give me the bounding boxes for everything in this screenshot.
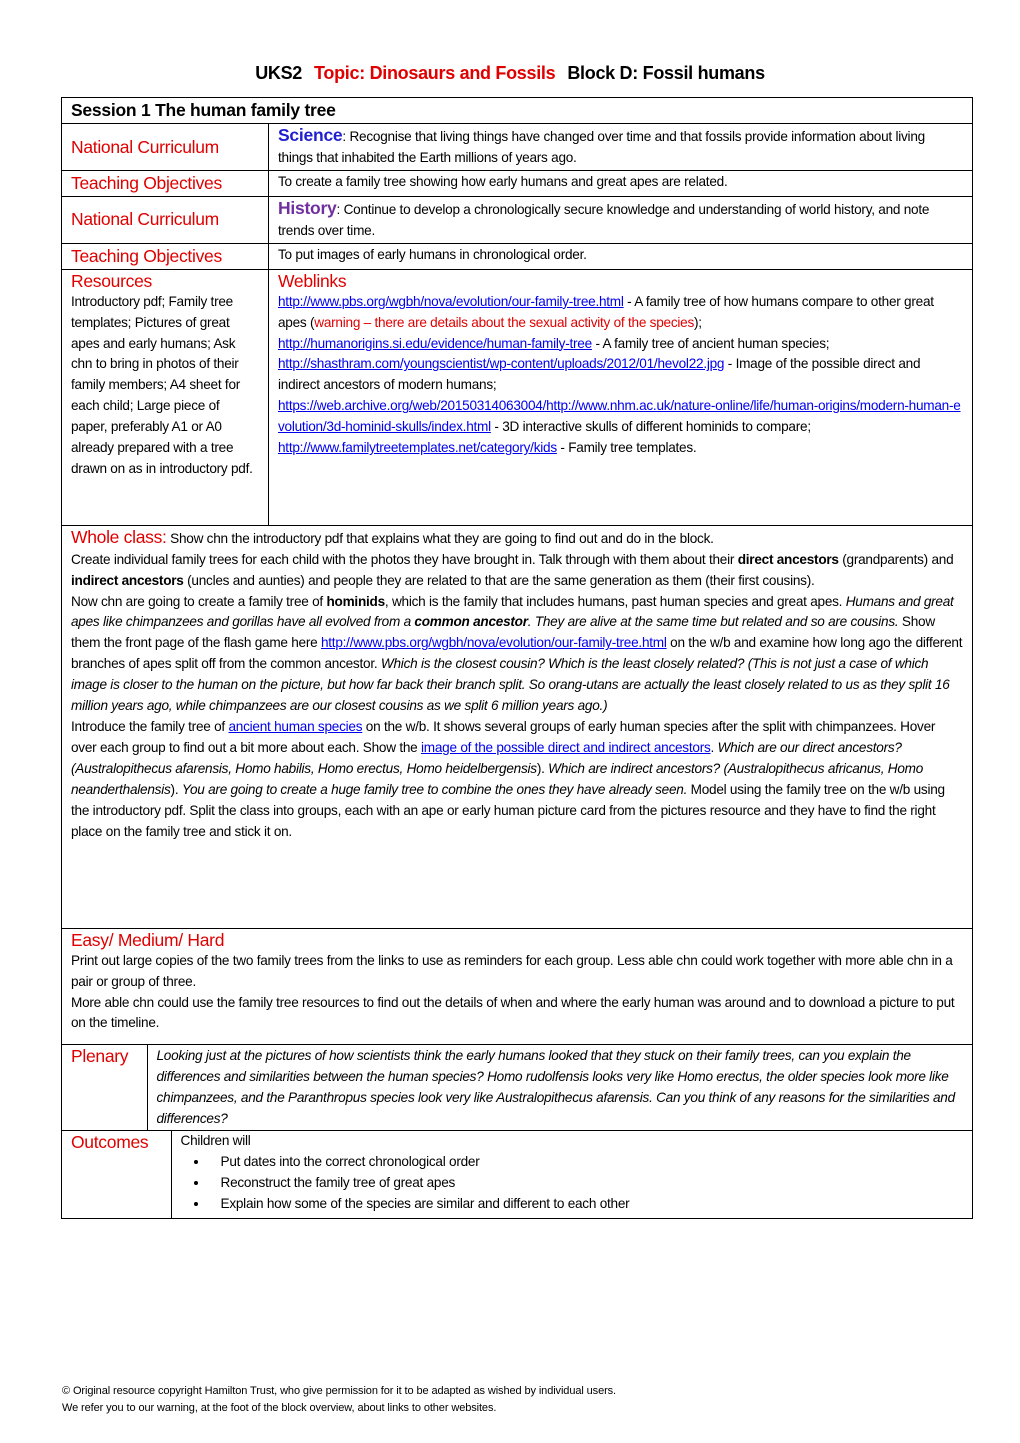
inline-link[interactable]: ancient human species [228,718,363,734]
text-segment: Introduce the family tree of [71,718,229,734]
outcomes-list [181,1152,964,1215]
outcomes-row [62,1131,973,1219]
text-segment: Which is the closest cousin? Which is the least closely related? (This is not just a case of which image is closer to the human on the picture, but how far back their branch split. So orang-utans are actually the least closely related to us as they split 16 million years ago, while chimpanzees are our closest cousins as we split 6 million years ago.) [71,656,950,714]
nc-label: National Curriculum [62,197,269,244]
whole-class-text [71,531,962,839]
resources-text: Introductory pdf; Family tree templates; Pictures of great apes and early humans; Ask chn to bring in photos of their family members; A4 sheet for each child; Large piece of paper, preferably A1 or A0 already prepared with a tree drawn on as in introductory pdf. [71,293,253,476]
subject-history: History [278,198,337,218]
text-segment: Now chn are going to create a family tree of [71,593,327,609]
text-segment: on the w/b. It shows several groups of early human species after the split with chimpanzees. Hover over each group to find out a bit more about each. Show the [71,718,936,755]
outcomes-label: Outcomes [62,1131,171,1218]
nc-text: : Recognise that living things have changed over time and that fossils provide information about living things that inhabited the Earth millions of years ago. [278,129,925,165]
weblink[interactable]: http://www.pbs.org/wgbh/nova/evolution/our-family-tree.html [278,293,624,309]
weblink-desc: ); [694,314,702,330]
outcome-item: • Put dates into the correct chronological order [209,1152,964,1173]
to-label: Teaching Objectives [62,243,269,269]
subject-science: Science [278,125,343,145]
weblink[interactable]: http://humanorigins.si.edu/evidence/human-family-tree [278,335,592,351]
text-segment: common ancestor [414,614,528,630]
text-segment: on the w/b and examine how long ago the different branches of apes split off from the common ancestor. [71,635,963,672]
text-segment: Show chn the introductory pdf that explains what they are going to find out and do in the block. [166,530,714,546]
differentiation-label: Easy/ Medium/ Hard [71,929,225,950]
weblink-item [278,292,963,334]
links-warning-note: We refer you to our warning, at the foot of the block overview, about links to other websites. [62,1402,497,1414]
title-topic: Topic: Dinosaurs and Fossils [314,63,556,83]
weblink-item [278,354,963,396]
weblink[interactable]: http://www.familytreetemplates.net/category/kids [278,440,557,456]
text-segment: indirect ancestors [71,572,184,588]
title-level: UKS2 [255,63,303,83]
lesson-plan-table [61,97,973,1219]
text-segment: . They are alive at the same time but related and so are cousins. [527,614,899,630]
weblink-item [278,438,963,459]
weblink[interactable]: https://web.archive.org/web/20150314063004/http://www.nhm.ac.uk/nature-online/life/human-origins/modern-human-evolution/3d-hominid-skulls/index.html [278,398,961,435]
text-segment: Model using the family tree on the w/b using the introductory pdf. Split the class into groups, each with an ape or early human picture card from the pictures resource and they have to find the right place on the family tree and stick it on. [71,781,945,839]
text-segment: You are going to create a huge family tree to combine the ones they have already seen. [181,781,688,797]
weblinks-cell [269,269,973,525]
inline-link[interactable]: image of the possible direct and indirect ancestors [421,739,711,755]
weblink[interactable]: http://shasthram.com/youngscientist/wp-content/uploads/2012/01/hevol22.jpg [278,356,725,372]
nc-label: National Curriculum [62,124,269,171]
weblink-desc: - A family tree of how humans compare to other great apes ( [278,293,934,330]
to-text: To put images of early humans in chronological order. [269,243,973,269]
outcomes-intro: Children will [180,1133,251,1149]
whole-class-cell [62,525,973,928]
text-segment: Create individual family trees for each child with the photos they have brought in. Talk through with them about their [71,551,738,567]
text-segment: Which are our direct ancestors? (Australopithecus afarensis, Homo habilis, Homo erectus, Homo heidelbergensis [71,739,902,776]
plenary-label: Plenary [62,1045,147,1131]
nc-history [269,197,973,244]
differentiation-text: Print out large copies of the two family trees from the links to use as reminders for each group. Less able chn could work together with more able chn in a pair or group of three. [71,952,953,989]
outcome-item: • Explain how some of the species are similar and different to each other [209,1194,964,1215]
text-segment: hominids [326,593,385,609]
nc-science [269,124,973,171]
title-block: Block D: Fossil humans [567,63,765,83]
text-segment: (uncles and aunties) and people they are related to that are the same generation as them (their first cousins). [183,572,815,588]
weblink-item [278,396,963,438]
text-segment: , which is the family that includes humans, past human species and great apes. [384,593,846,609]
text-segment: Show them the front page of the flash game here [71,614,935,651]
copyright-note: © Original resource copyright Hamilton Trust, who give permission for it to be adapted as wished by individual users. [62,1385,617,1397]
footer [62,1383,616,1417]
text-segment: Which are indirect ancestors? (Australopithecus africanus, Homo neanderthalensis [71,760,924,797]
text-segment: direct ancestors [737,551,839,567]
weblink-desc: - A family tree of ancient human species; [591,335,830,351]
differentiation-cell [62,928,973,1044]
weblink-desc: - Image of the possible direct and indirect ancestors of modern humans; [278,356,921,393]
whole-class-label: Whole class: [71,526,167,547]
weblink-desc: - Family tree templates. [556,440,697,456]
outcome-item: • Reconstruct the family tree of great apes [209,1173,964,1194]
resources-cell [62,269,269,525]
text-segment: ). [170,781,182,797]
text-segment: Humans and great apes like chimpanzees and gorillas have all evolved from a [71,593,954,630]
nc-text: : Continue to develop a chronologically secure knowledge and understanding of world history, and note trends over time. [278,202,930,238]
plenary-text: Looking just at the pictures of how scientists think the early humans looked that they stuck on their family trees, can you explain the differences and similarities between the human species? Homo rudolfensis looks very like Homo erectus, the older species look more like chimpanzees, and the Paranthropus species look very like Australopithecus afarensis. Can you think of any reasons for the similarities and differences? [156,1047,955,1126]
text-segment: . [710,739,718,755]
differentiation-text: More able chn could use the family tree resources to find out the details of when and where the early human was around and to download a picture to put on the timeline. [71,994,955,1031]
text-segment: (grandparents) and [838,551,954,567]
to-text: To create a family tree showing how early humans and great apes are related. [269,171,973,197]
weblink-desc: - 3D interactive skulls of different hominids to compare; [490,419,811,435]
resources-label: Resources [71,270,152,291]
weblinks-label: Weblinks [278,270,347,291]
text-segment: ). [536,760,549,776]
plenary-row [62,1044,973,1131]
to-label: Teaching Objectives [62,171,269,197]
warning-text: warning – there are details about the sexual activity of the species [314,314,694,330]
session-title: Session 1 The human family tree [62,98,973,124]
inline-link[interactable]: http://www.pbs.org/wgbh/nova/evolution/our-family-tree.html [320,635,667,651]
page-title [0,63,1020,84]
weblink-item [278,334,963,355]
